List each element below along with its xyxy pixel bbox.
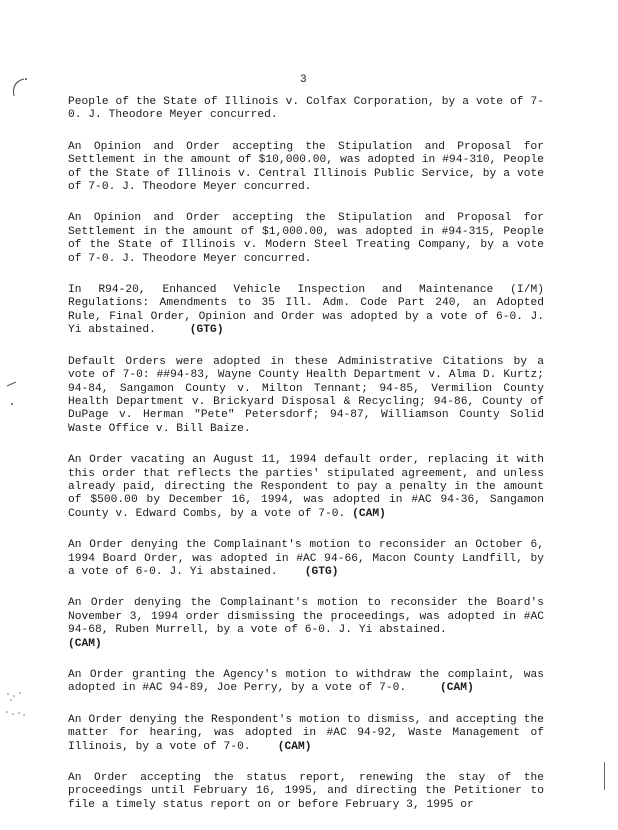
document-body [68,96,544,830]
initials-badge: (CAM) [68,637,102,650]
scan-artifact-top-left [6,76,28,100]
paragraph-r94-20: In R94-20, Enhanced Vehicle Inspection and Maintenance (I/M) Regulations: Amendments to 35 Ill. Adm. Code Part 240, an Adopted Rule, Final Order, Opinion and Order was adopted by a vote of 6-0. J. Yi abstained. (GTG) [68,284,544,337]
paragraph-colfax: People of the State of Illinois v. Colfax Corporation, by a vote of 7-0. J. Theodore Meyer concurred. [68,96,544,122]
paragraph-ac-94-89: An Order granting the Agency's motion to withdraw the complaint, was adopted in #AC 94-89, Joe Perry, by a vote of 7-0. (CAM) [68,669,544,695]
paragraph-modern-steel: An Opinion and Order accepting the Stipulation and Proposal for Settlement in the amount of $1,000.00, was adopted in #94-315, People of the State of Illinois v. Modern Steel Treating Company, by a vote of 7-0. J. Theodore Meyer concurred. [68,212,544,265]
initials-badge: (GTG) [189,324,224,337]
paragraph-ac-94-68: An Order denying the Complainant's motion to reconsider the Board's November 3, 1994 order dismissing the proceedings, was adopted in #AC 94-68, Ruben Murrell, by a vote of 6-0. J. Yi abstained. (CAM) [68,597,544,650]
initials-badge: (CAM) [352,507,386,520]
initials-badge: (CAM) [440,682,474,695]
page-number: 3 [300,74,307,86]
initials-badge: (GTG) [304,565,339,578]
paragraph-ac-94-66: An Order denying the Complainant's motion to reconsider an October 6, 1994 Board Order, was adopted in #AC 94-66, Macon County Landfill, by a vote of 6-0. J. Yi abstained. (GTG) [68,539,544,578]
paragraph-default-orders: Default Orders were adopted in these Administrative Citations by a vote of 7-0: ##94-83, Wayne County Health Department v. Alma D. Kurtz; 94-84, Sangamon County v. Milton Tennant; 94-85, Vermilion County Health Department v. Brickyard Disposal & Recycling; 94-86, County of DuPage v. Herman "Pete" Petersdorf; 94-87, Williamson County Solid Waste Office v. Bill Baize. [68,355,544,435]
paragraph-status-report: An Order accepting the status report, renewing the stay of the proceedings until February 16, 1995, and directing the Petitioner to file a timely status report on or before February 3, 1995 or [68,772,544,811]
paragraph-cips: An Opinion and Order accepting the Stipulation and Proposal for Settlement in the amount of $10,000.00, was adopted in #94-310, People of the State of Illinois v. Central Illinois Public Service, by a vote of 7-0. J. Theodore Meyer concurred. [68,140,544,194]
paragraph-ac-94-92: An Order denying the Respondent's motion to dismiss, and accepting the matter for hearing, was adopted in #AC 94-92, Waste Management of Illinois, by a vote of 7-0. (CAM) [68,713,544,753]
paragraph-ac-94-36: An Order vacating an August 11, 1994 default order, replacing it with this order that reflects the parties' stipulated agreement, and unless already paid, directing the Respondent to pay a penalty in the amount of $500.00 by December 16, 1994, was adopted in #AC 94-36, Sangamon County v. Edward Combs, by a vote of 7-0. (CAM) [68,454,544,520]
initials-badge: (CAM) [277,740,312,753]
scan-artifact-mid-left [4,380,24,410]
scan-artifact-bottom-left [2,690,28,726]
scan-artifact-right-edge [604,762,605,790]
